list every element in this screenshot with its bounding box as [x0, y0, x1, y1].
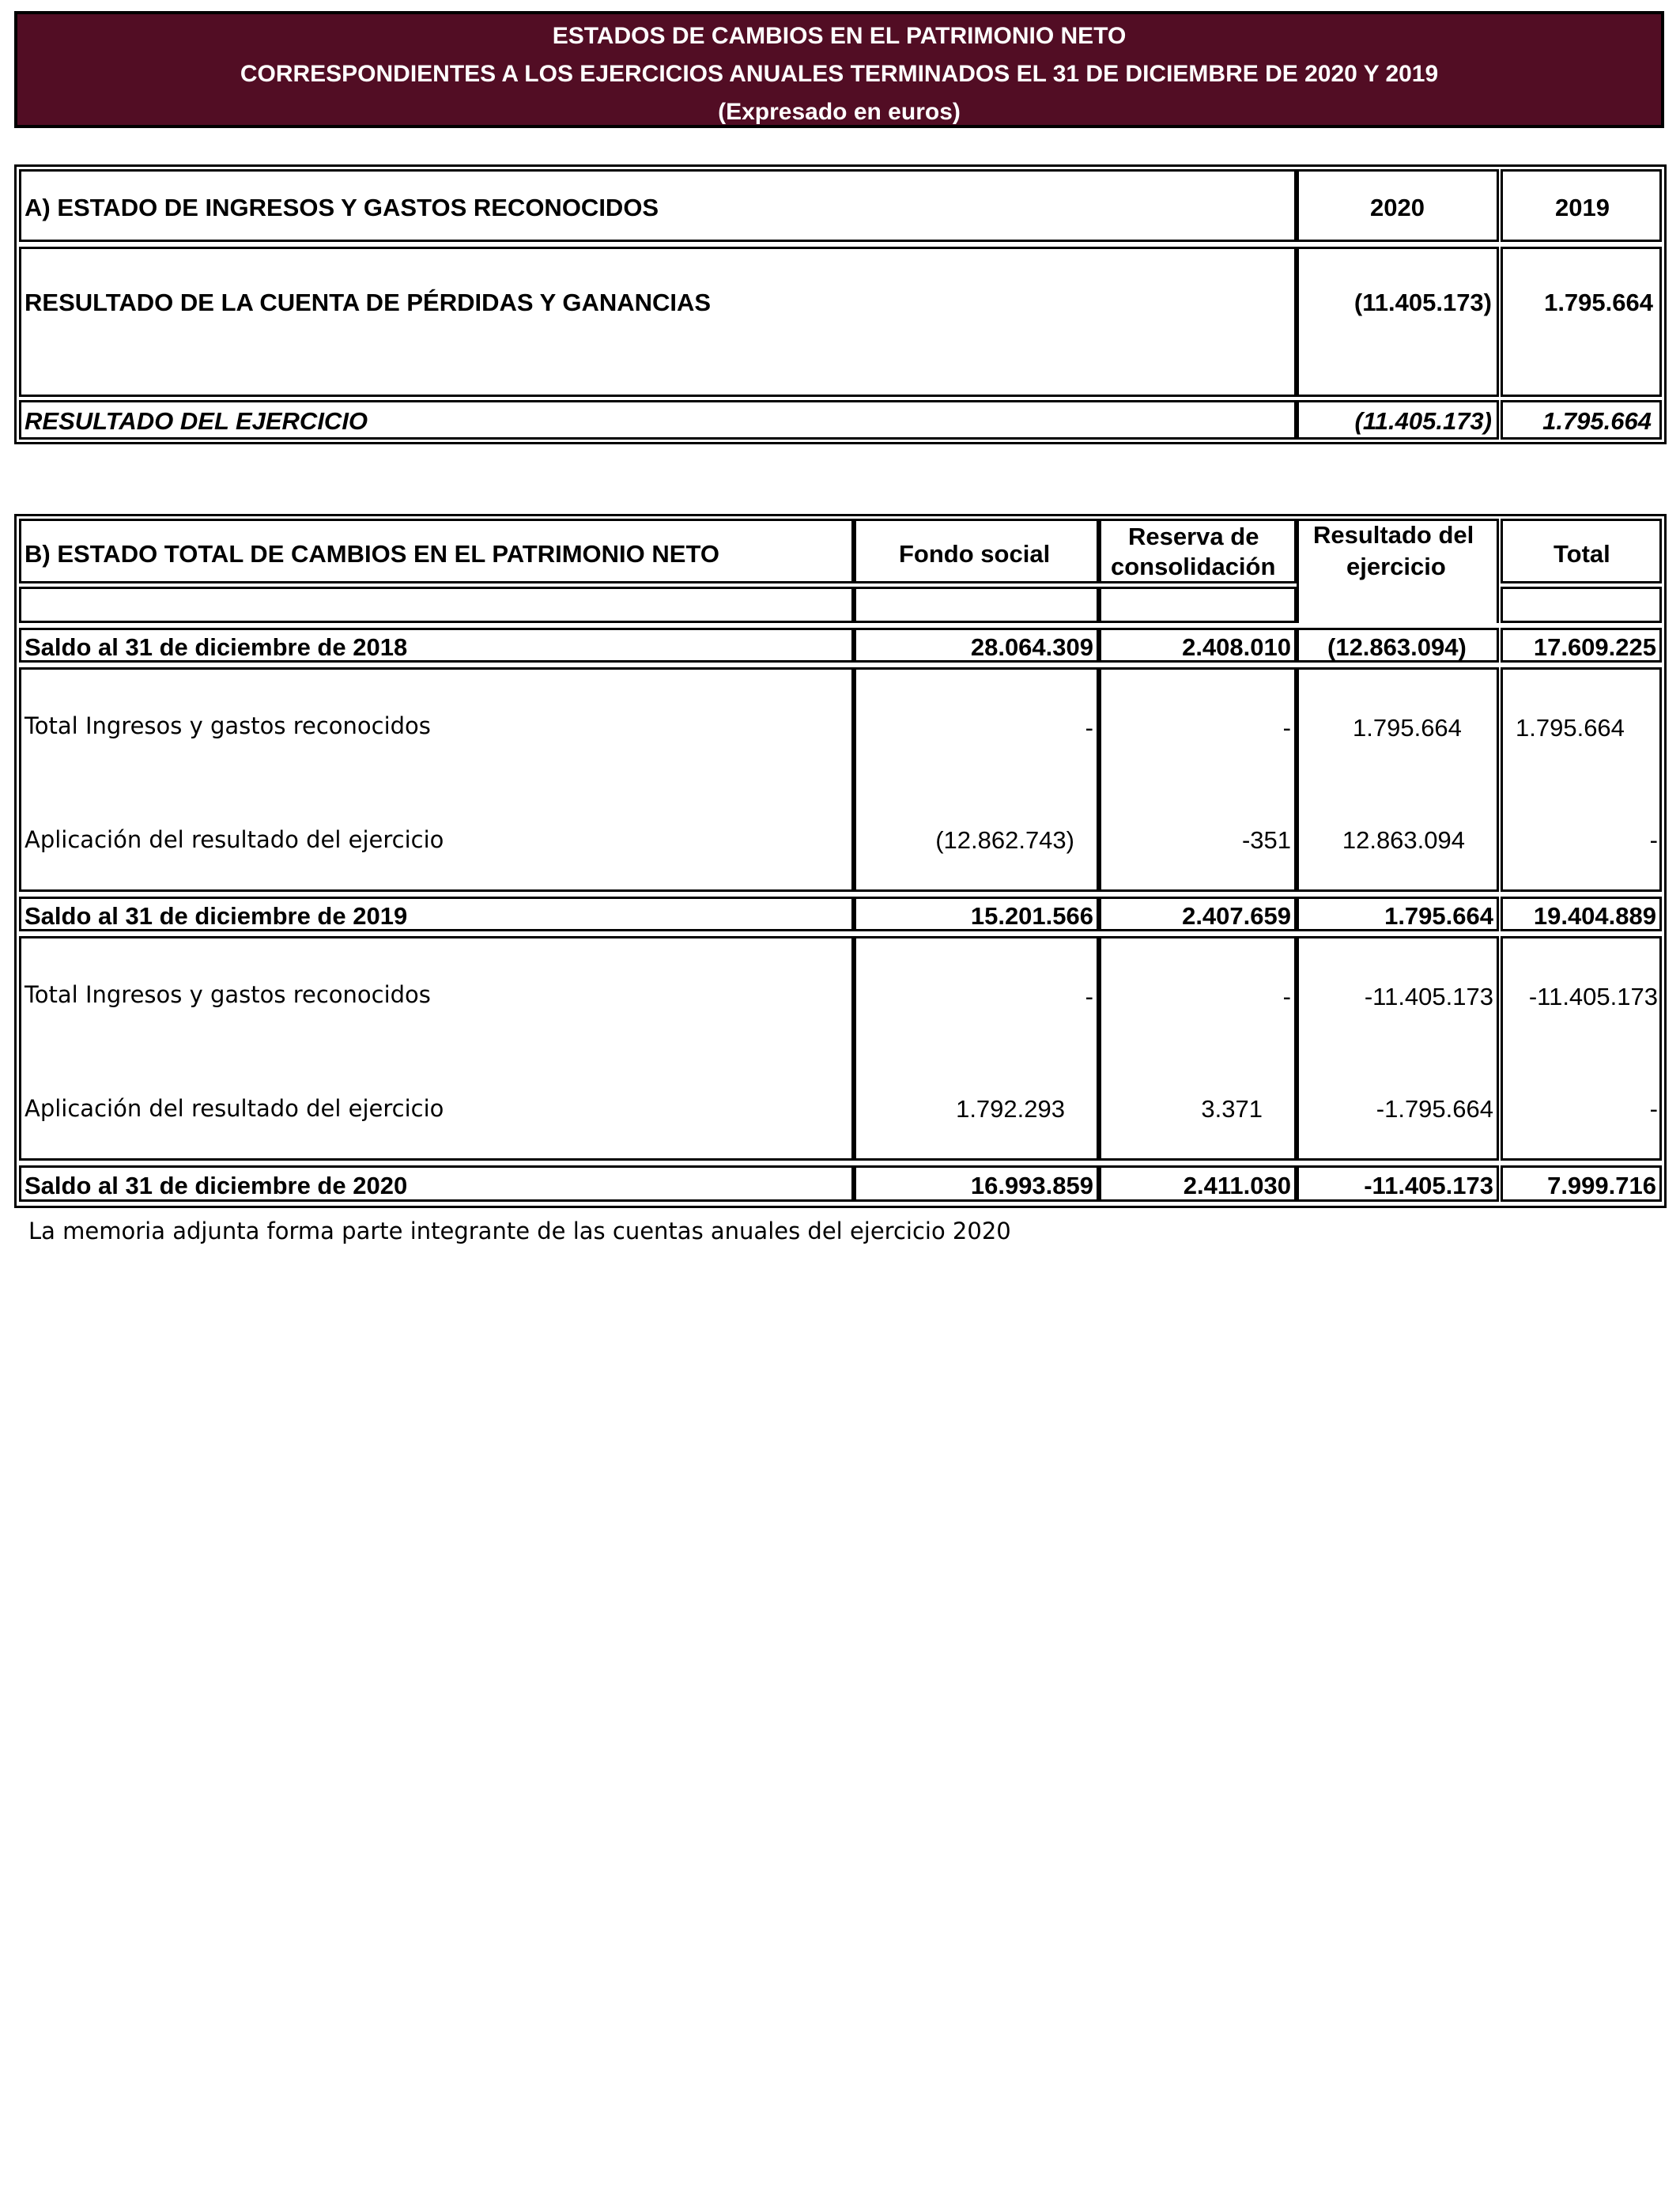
table-cell: 2.411.030 — [1099, 1165, 1297, 1202]
spacer-cell — [854, 587, 1099, 623]
section-a-title-cell — [19, 169, 1297, 242]
table-row: Aplicación del resultado del ejercicio — [25, 826, 444, 853]
table-cell: 1.795.664 — [1297, 897, 1499, 931]
table-cell: - 1.792.293 — [854, 936, 1099, 1161]
table-cell: -11.405.173 -1.795.664 — [1297, 936, 1499, 1161]
col-fondo-header: Fondo social — [854, 519, 1099, 583]
col-2020-header: 2020 — [1297, 169, 1499, 242]
report-subtitle: CORRESPONDIENTES A LOS EJERCICIOS ANUALES TERMINADOS EL 31 DE DICIEMBRE DE 2020 Y 2019 — [240, 61, 1439, 87]
table-row: Total Ingresos y gastos reconocidos — [25, 981, 431, 1008]
section-b-title-cell — [19, 519, 854, 583]
col-resultado-header: Resultado del ejercicio — [1297, 519, 1499, 623]
report-title: ESTADOS DE CAMBIOS EN EL PATRIMONIO NETO — [552, 23, 1127, 49]
table-row: Aplicación del resultado del ejercicio — [25, 1095, 444, 1122]
table-cell: 28.064.309 — [854, 628, 1099, 663]
spacer-cell — [1099, 587, 1297, 623]
table-cell: - (12.862.743) — [854, 667, 1099, 892]
table-cell: 1.795.664 — [1501, 400, 1662, 440]
col-reserva-header: Reserva de consolidación — [1099, 519, 1297, 583]
table-cell: (12.863.094) — [1297, 628, 1499, 663]
table-row: Total Ingresos y gastos reconocidos — [25, 712, 431, 739]
section-b-title: B) ESTADO TOTAL DE CAMBIOS EN EL PATRIMONIO NETO — [25, 540, 719, 568]
table-cell: 17.609.225 — [1501, 628, 1662, 663]
table-cell: (11.405.173) — [1297, 247, 1499, 397]
col-total-header: Total — [1501, 519, 1662, 583]
spacer-cell — [1501, 587, 1662, 623]
table-row: RESULTADO DEL EJERCICIO — [19, 400, 1297, 440]
table-cell: -11.405.173 - — [1501, 936, 1662, 1161]
table-row: Saldo al 31 de diciembre de 2018 — [19, 628, 854, 663]
table-cell: - -351 — [1099, 667, 1297, 892]
table-cell: 2.407.659 — [1099, 897, 1297, 931]
table-cell: - 3.371 — [1099, 936, 1297, 1161]
spacer-cell — [19, 587, 854, 623]
table-cell: 1.795.664 — [1501, 247, 1662, 397]
movements-2019-labels — [19, 667, 854, 892]
table-row: Saldo al 31 de diciembre de 2020 — [19, 1165, 854, 1202]
section-a-title: A) ESTADO DE INGRESOS Y GASTOS RECONOCIDOS — [25, 194, 659, 221]
table-cell: 1.795.664 12.863.094 — [1297, 667, 1499, 892]
table-cell: -11.405.173 — [1297, 1165, 1499, 1202]
table-cell: 1.795.664 - — [1501, 667, 1662, 892]
report-header — [14, 11, 1664, 128]
report-currency-note: (Expresado en euros) — [718, 99, 961, 125]
footer-note: La memoria adjunta forma parte integrante de las cuentas anuales del ejercicio 2020 — [28, 1218, 1011, 1244]
table-cell: 2.408.010 — [1099, 628, 1297, 663]
table-cell: (11.405.173) — [1297, 400, 1499, 440]
movements-2020-labels — [19, 936, 854, 1161]
table-cell: 7.999.716 — [1501, 1165, 1662, 1202]
col-2019-header: 2019 — [1501, 169, 1662, 242]
table-cell: 16.993.859 — [854, 1165, 1099, 1202]
table-cell: 19.404.889 — [1501, 897, 1662, 931]
table-cell: 15.201.566 — [854, 897, 1099, 931]
table-row: RESULTADO DE LA CUENTA DE PÉRDIDAS Y GANANCIAS — [19, 247, 1297, 397]
table-row: Saldo al 31 de diciembre de 2019 — [19, 897, 854, 931]
